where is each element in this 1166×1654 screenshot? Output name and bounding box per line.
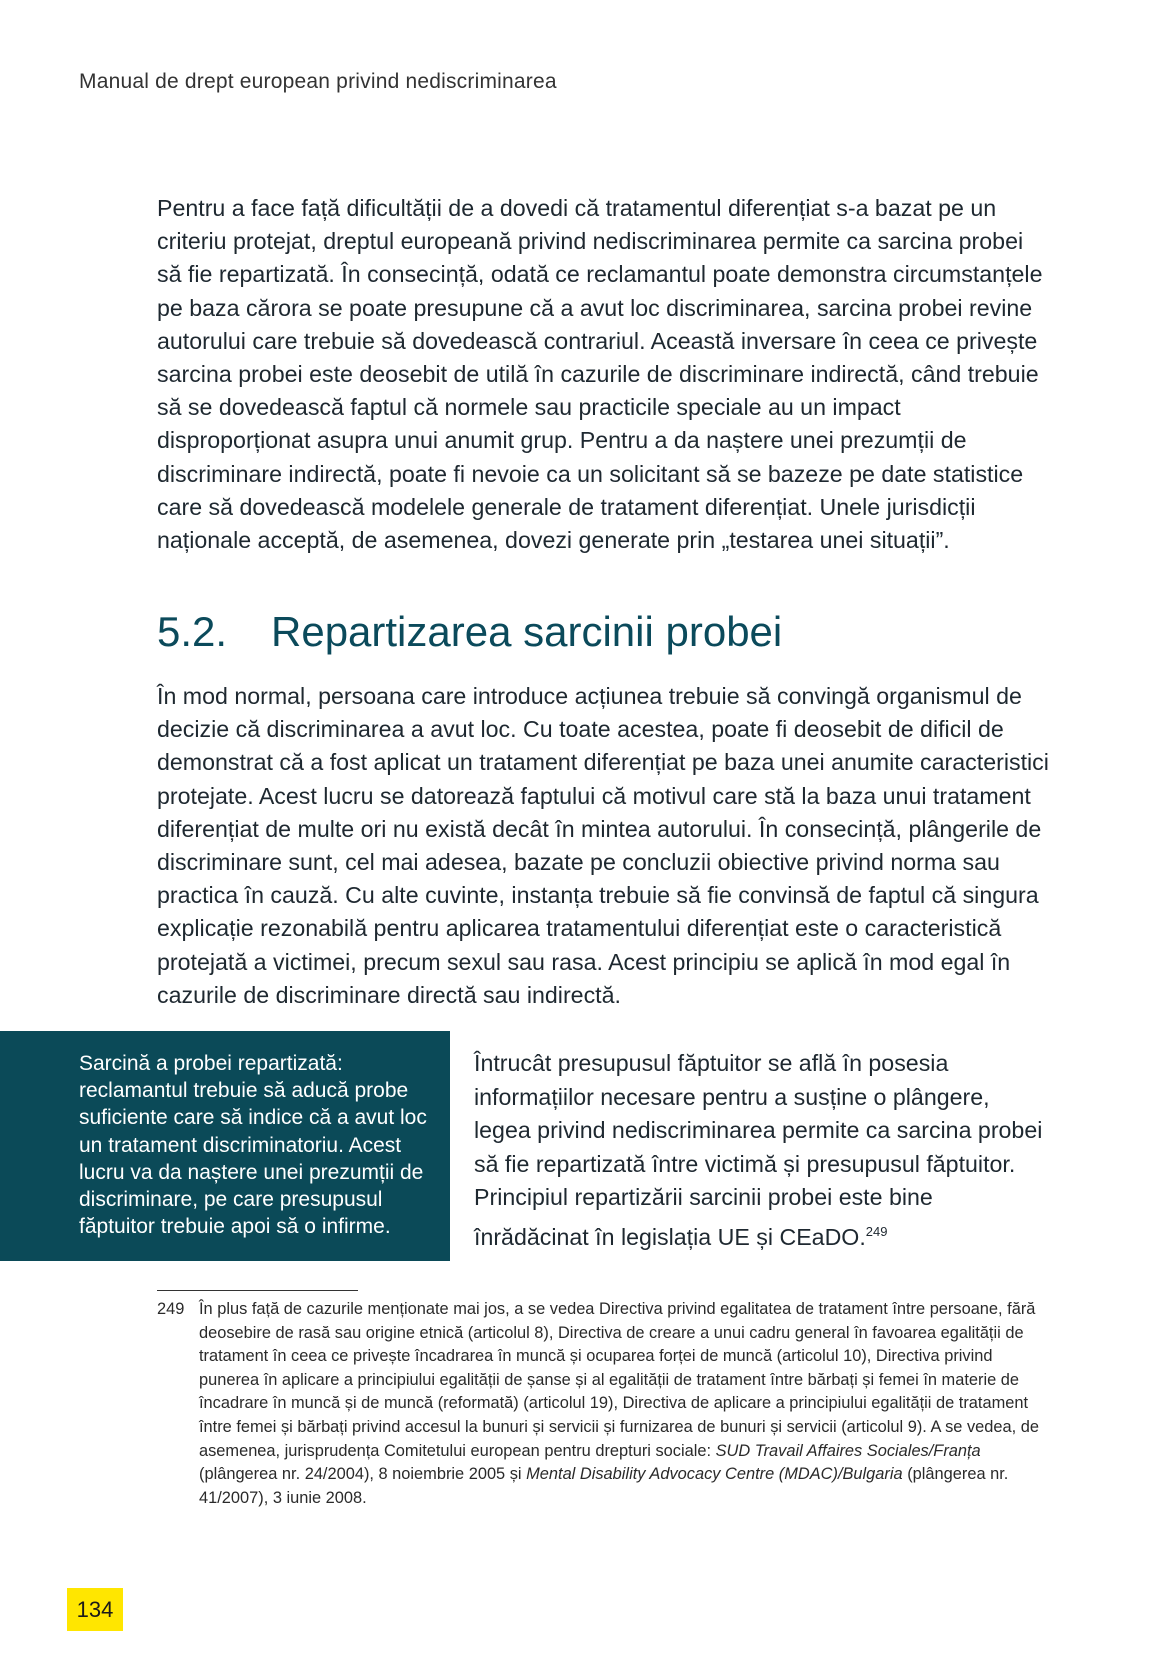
section-body-paragraph: În mod normal, persoana care introduce acțiunea trebuie să convingă organismul de decizie că discriminarea a avut loc. Cu toate acestea, poate fi deosebit de dificil de demonstrat că a fost aplicat un tratament diferențiat pe baza unei anumite caracteristici protejate. Acest lucru se datorează faptului că motivul care stă la baza unui tratament diferențiat de multe ori nu există decât în mintea autorului. În consecință, plângerile de discriminare sunt, cel mai adesea, bazate pe concluzii obiective privind norma sau practica în cauză. Cu alte cuvinte, instanța trebuie să fie convinsă de faptul că singura explicație rezonabilă pentru aplicarea tratamentului diferențiat este o caracteristică protejată a victimei, precum sexul sau rasa. Acest principiu se aplică în mod egal în cazurile de discriminare directă sau indirectă. xyxy=(157,683,1049,1008)
section-number: 5.2. xyxy=(157,608,228,655)
running-header: Manual de drept european privind nediscriminarea xyxy=(79,70,557,93)
footnote-text-part: În plus față de cazurile menționate mai jos, a se vedea Directiva privind egalitatea de tratament între persoane, fără deosebire de rasă sau origine etnică (articolul 8), Directiva de creare a unui cadru general în favoarea egalității de tratament în ceea ce privește încadrarea în muncă și ocuparea forței de muncă (articolul 10), Directiva privind punerea în aplicare a principiului egalității de șanse și al egalității de tratament între bărbați și femei în materie de încadrare în muncă și de muncă (reformată) (articolul 19), Directiva de aplicare a principiului egalității de tratament între femei și bărbați privind accesul la bunuri și servicii și furnizarea de bunuri și servicii (articolul 9). A se vedea, de asemenea, jurisprudența Comitetului european pentru drepturi sociale: xyxy=(199,1300,1039,1460)
page-number: 134 xyxy=(67,1588,123,1631)
side-paragraph-text: Întrucât presupusul făptuitor se află în posesia informațiilor necesare pentru a susține o plângere, legea privind nediscriminarea permite ca sarcina probei să fie repartizată între victimă și presupusul făptuitor. Principiul repartizării sarcinii probei este bine înrădăcinat în legislația UE și CEaDO. xyxy=(474,1050,1043,1250)
section-title: Repartizarea sarcinii probei xyxy=(271,608,783,655)
section-heading xyxy=(157,608,782,656)
intro-paragraph: Pentru a face față dificultății de a dovedi că tratamentul diferențiat s-a bazat pe un criteriu protejat, dreptul europeană privind nediscriminarea permite ca sarcina probei să fie repartizată. În consecință, odată ce reclamantul poate demonstra circumstanțele pe baza cărora se poate presupune că a avut loc discriminarea, sarcina probei revine autorului care trebuie să dovedească contrariul. Această inversare în ceea ce privește sarcina probei este deosebit de utilă în cazurile de discriminare indirectă, când trebuie să se dovedească faptul că normele sau practicile speciale au un impact disproporționat asupra unui anumit grup. Pentru a da naștere unei prezumții de discriminare indirectă, poate fi nevoie ca un solicitant să se bazeze pe date statistice care să dovedească modelele generale de tratament diferențiat. Unele jurisdicții naționale acceptă, de asemenea, dovezi generate prin „testarea unei situații”. xyxy=(157,195,1043,554)
footnote-text-part: (plângerea nr. 41/2007), 3 iunie 2008. xyxy=(199,1465,1009,1507)
footnote xyxy=(157,1298,1049,1510)
footnote-text-part: (plângerea nr. 24/2004), 8 noiembrie 2005 și xyxy=(199,1465,527,1484)
footnote-reference[interactable]: 249 xyxy=(865,1223,888,1239)
definition-box xyxy=(0,1031,450,1261)
footnote-text xyxy=(199,1298,1049,1510)
side-paragraph xyxy=(474,1047,1049,1254)
definition-text: Sarcină a probei repartizată: reclamantul trebuie să aducă probe suficiente care să indice că a avut loc un tratament discriminatoriu. Acest lucru va da naștere unei prezumții de discriminare, pe care presupusul făptuitor trebuie apoi să o infirme. xyxy=(79,1052,427,1239)
case-title: SUD Travail Affaires Sociales/Franța xyxy=(715,1441,981,1460)
footnote-number: 249 xyxy=(157,1300,185,1318)
case-title: Mental Disability Advocacy Centre (MDAC)/Bulgaria xyxy=(526,1465,903,1484)
footnote-divider xyxy=(157,1290,358,1291)
